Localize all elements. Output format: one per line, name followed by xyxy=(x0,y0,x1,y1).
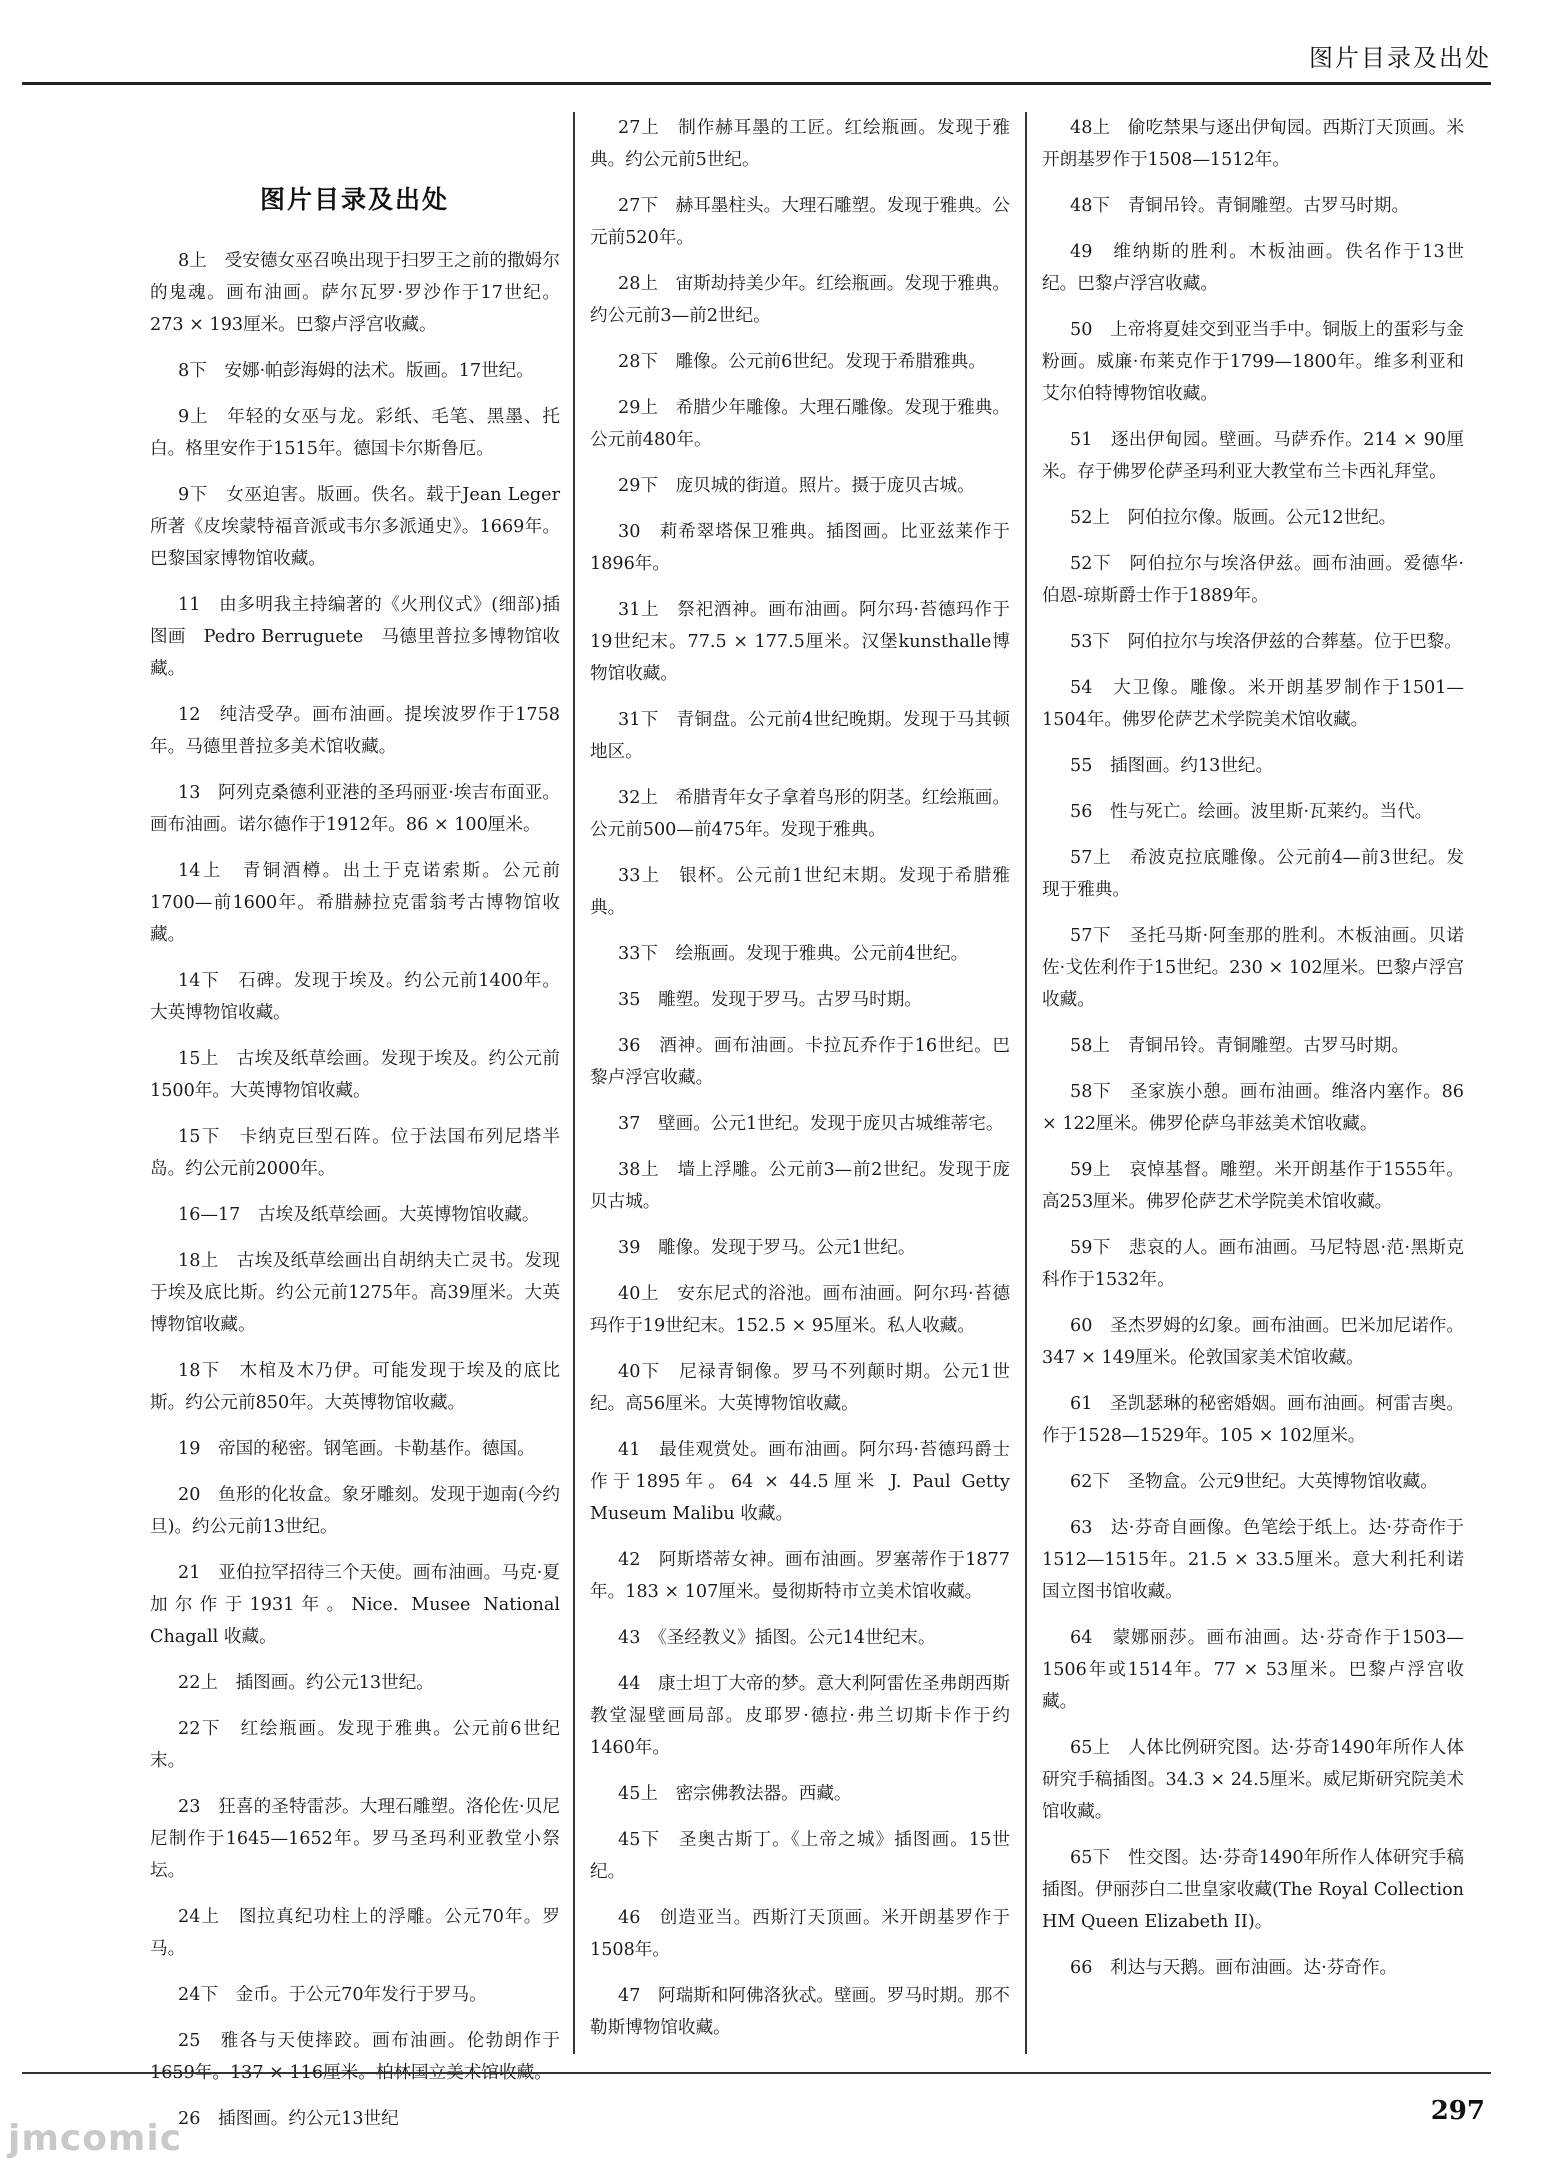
running-header: 图片目录及出处 xyxy=(1309,44,1491,72)
figure-caption: 43 《圣经教义》插图。公元14世纪末。 xyxy=(618,1628,936,1648)
figure-caption: 27上 制作赫耳墨的工匠。红绘瓶画。发现于雅典。约公元前5世纪。 xyxy=(590,118,1010,170)
figure-caption: 16—17 古埃及纸草绘画。大英博物馆收藏。 xyxy=(178,1205,540,1225)
figure-caption: 19 帝国的秘密。钢笔画。卡勒基作。德国。 xyxy=(178,1439,535,1459)
figure-caption: 24上 图拉真纪功柱上的浮雕。公元70年。罗马。 xyxy=(150,1907,560,1959)
figure-caption: 33下 绘瓶画。发现于雅典。公元前4世纪。 xyxy=(618,944,969,964)
figure-caption: 58上 青铜吊铃。青铜雕塑。古罗马时期。 xyxy=(1070,1036,1410,1056)
figure-caption: 40上 安东尼式的浴池。画布油画。阿尔玛·苔德玛作于19世纪末。152.5 × 95厘米。私人收藏。 xyxy=(590,1284,1010,1336)
column-divider-1 xyxy=(573,112,575,2054)
figure-caption: 29上 希腊少年雕像。大理石雕像。发现于雅典。公元前480年。 xyxy=(590,398,1010,450)
footer-rule xyxy=(22,2072,1491,2074)
figure-caption: 51 逐出伊甸园。壁画。马萨乔作。214 × 90厘米。存于佛罗伦萨圣玛利亚大教堂布兰卡西礼拜堂。 xyxy=(1042,430,1464,482)
figure-caption: 42 阿斯塔蒂女神。画布油画。罗塞蒂作于1877年。183 × 107厘米。曼彻斯特市立美术馆收藏。 xyxy=(590,1550,1010,1602)
figure-caption: 29下 庞贝城的街道。照片。摄于庞贝古城。 xyxy=(618,476,975,496)
figure-caption: 46 创造亚当。西斯汀天顶画。米开朗基罗作于1508年。 xyxy=(590,1908,1010,1960)
figure-caption: 45上 密宗佛教法器。西藏。 xyxy=(618,1784,852,1804)
figure-caption: 27下 赫耳墨柱头。大理石雕塑。发现于雅典。公元前520年。 xyxy=(590,196,1010,248)
figure-caption: 39 雕像。发现于罗马。公元1世纪。 xyxy=(618,1238,916,1258)
column-2 xyxy=(590,112,1010,2058)
figure-caption: 8上 受安德女巫召唤出现于扫罗王之前的撒姆尔的鬼魂。画布油画。萨尔瓦罗·罗沙作于17世纪。273 × 193厘米。巴黎卢浮宫收藏。 xyxy=(150,251,560,335)
figure-caption: 57下 圣托马斯·阿奎那的胜利。木板油画。贝诺佐·戈佐利作于15世纪。230 × 102厘米。巴黎卢浮宫收藏。 xyxy=(1042,926,1464,1010)
figure-caption: 44 康士坦丁大帝的梦。意大利阿雷佐圣弗朗西斯教堂湿壁画局部。皮耶罗·德拉·弗兰切斯卡作于约1460年。 xyxy=(590,1674,1010,1758)
figure-caption: 45下 圣奥古斯丁。《上帝之城》插图画。15世纪。 xyxy=(590,1830,1010,1882)
figure-caption: 18下 木棺及木乃伊。可能发现于埃及的底比斯。约公元前850年。大英博物馆收藏。 xyxy=(150,1361,560,1413)
figure-caption: 15上 古埃及纸草绘画。发现于埃及。约公元前1500年。大英博物馆收藏。 xyxy=(150,1049,560,1101)
figure-caption: 8下 安娜·帕彭海姆的法术。版画。17世纪。 xyxy=(178,361,534,381)
figure-caption: 23 狂喜的圣特雷莎。大理石雕塑。洛伦佐·贝尼尼制作于1645—1652年。罗马圣玛利亚教堂小祭坛。 xyxy=(150,1797,560,1881)
figure-caption: 58下 圣家族小憩。画布油画。维洛内塞作。86 × 122厘米。佛罗伦萨乌菲兹美术馆收藏。 xyxy=(1042,1082,1464,1134)
figure-caption: 40下 尼禄青铜像。罗马不列颠时期。公元1世纪。高56厘米。大英博物馆收藏。 xyxy=(590,1362,1010,1414)
page-number: 297 xyxy=(1430,2096,1485,2126)
figure-caption: 28下 雕像。公元前6世纪。发现于希腊雅典。 xyxy=(618,352,986,372)
figure-caption: 62下 圣物盒。公元9世纪。大英博物馆收藏。 xyxy=(1070,1472,1438,1492)
figure-caption: 26 插图画。约公元13世纪 xyxy=(178,2109,399,2129)
figure-caption: 53下 阿伯拉尔与埃洛伊兹的合葬墓。位于巴黎。 xyxy=(1070,632,1462,652)
figure-caption: 22上 插图画。约公元13世纪。 xyxy=(178,1673,434,1693)
figure-caption: 47 阿瑞斯和阿佛洛狄忒。壁画。罗马时期。那不勒斯博物馆收藏。 xyxy=(590,1986,1010,2038)
figure-caption: 61 圣凯瑟琳的秘密婚姻。画布油画。柯雷吉奥。作于1528—1529年。105 × 102厘米。 xyxy=(1042,1394,1464,1446)
figure-caption: 24下 金币。于公元70年发行于罗马。 xyxy=(178,1985,487,2005)
figure-caption: 35 雕塑。发现于罗马。古罗马时期。 xyxy=(618,990,922,1010)
figure-caption: 14下 石碑。发现于埃及。约公元前1400年。大英博物馆收藏。 xyxy=(150,971,560,1023)
column-divider-2 xyxy=(1025,112,1027,2054)
figure-caption: 22下 红绘瓶画。发现于雅典。公元前6世纪末。 xyxy=(150,1719,560,1771)
header-rule xyxy=(22,82,1491,85)
figure-caption: 18上 古埃及纸草绘画出自胡纳夫亡灵书。发现于埃及底比斯。约公元前1275年。高39厘米。大英博物馆收藏。 xyxy=(150,1251,560,1335)
figure-caption: 12 纯洁受孕。画布油画。提埃波罗作于1758年。马德里普拉多美术馆收藏。 xyxy=(150,705,560,757)
column-3 xyxy=(1042,112,1464,1998)
figure-caption: 21 亚伯拉罕招待三个天使。画布油画。马克·夏加尔作于1931年。Nice. Musee National Chagall 收藏。 xyxy=(150,1563,560,1647)
figure-caption: 59下 悲哀的人。画布油画。马尼特恩·范·黑斯克科作于1532年。 xyxy=(1042,1238,1464,1290)
figure-caption: 55 插图画。约13世纪。 xyxy=(1070,756,1274,776)
figure-caption: 37 壁画。公元1世纪。发现于庞贝古城维蒂宅。 xyxy=(618,1114,1004,1134)
figure-caption: 52下 阿伯拉尔与埃洛伊兹。画布油画。爱德华·伯恩-琼斯爵士作于1889年。 xyxy=(1042,554,1464,606)
figure-caption: 28上 宙斯劫持美少年。红绘瓶画。发现于雅典。约公元前3—前2世纪。 xyxy=(590,274,1010,326)
figure-caption: 32上 希腊青年女子拿着鸟形的阴茎。红绘瓶画。公元前500—前475年。发现于雅典。 xyxy=(590,788,1010,840)
figure-caption: 36 酒神。画布油画。卡拉瓦乔作于16世纪。巴黎卢浮宫收藏。 xyxy=(590,1036,1010,1088)
figure-caption: 9上 年轻的女巫与龙。彩纸、毛笔、黑墨、托白。格里安作于1515年。德国卡尔斯鲁厄。 xyxy=(150,407,560,459)
figure-caption: 57上 希波克拉底雕像。公元前4—前3世纪。发现于雅典。 xyxy=(1042,848,1464,900)
figure-caption: 38上 墙上浮雕。公元前3—前2世纪。发现于庞贝古城。 xyxy=(590,1160,1010,1212)
figure-caption: 33上 银杯。公元前1世纪末期。发现于希腊雅典。 xyxy=(590,866,1010,918)
figure-caption: 14上 青铜酒樽。出土于克诺索斯。公元前1700—前1600年。希腊赫拉克雷翁考古博物馆收藏。 xyxy=(150,861,560,945)
figure-caption: 9下 女巫迫害。版画。佚名。载于Jean Leger所著《皮埃蒙特福音派或韦尔多派通史》。1669年。巴黎国家博物馆收藏。 xyxy=(150,485,560,569)
figure-caption: 50 上帝将夏娃交到亚当手中。铜版上的蛋彩与金粉画。威廉·布莱克作于1799—1800年。维多利亚和艾尔伯特博物馆收藏。 xyxy=(1042,320,1464,404)
figure-caption: 66 利达与天鹅。画布油画。达·芬奇作。 xyxy=(1070,1958,1398,1978)
figure-caption: 25 雅各与天使摔跤。画布油画。伦勃朗作于1659年。137 × 116厘米。柏林国立美术馆收藏。 xyxy=(150,2031,560,2083)
section-title: 图片目录及出处 xyxy=(260,185,450,214)
figure-caption: 64 蒙娜丽莎。画布油画。达·芬奇作于1503—1506年或1514年。77 × 53厘米。巴黎卢浮宫收藏。 xyxy=(1042,1628,1464,1712)
figure-caption: 63 达·芬奇自画像。色笔绘于纸上。达·芬奇作于1512—1515年。21.5 × 33.5厘米。意大利托利诺国立图书馆收藏。 xyxy=(1042,1518,1464,1602)
column-1 xyxy=(150,245,560,2149)
figure-caption: 13 阿列克桑德利亚港的圣玛丽亚·埃吉布面亚。画布油画。诺尔德作于1912年。86 × 100厘米。 xyxy=(150,783,560,835)
figure-caption: 59上 哀悼基督。雕塑。米开朗基作于1555年。高253厘米。佛罗伦萨艺术学院美术馆收藏。 xyxy=(1042,1160,1464,1212)
figure-caption: 20 鱼形的化妆盒。象牙雕刻。发现于迦南(今约旦)。约公元前13世纪。 xyxy=(150,1485,560,1537)
figure-caption: 31下 青铜盘。公元前4世纪晚期。发现于马其顿地区。 xyxy=(590,710,1010,762)
figure-caption: 48下 青铜吊铃。青铜雕塑。古罗马时期。 xyxy=(1070,196,1410,216)
figure-caption: 52上 阿伯拉尔像。版画。公元12世纪。 xyxy=(1070,508,1397,528)
figure-caption: 30 莉希翠塔保卫雅典。插图画。比亚兹莱作于1896年。 xyxy=(590,522,1010,574)
figure-caption: 11 由多明我主持编著的《火刑仪式》(细部)插图画 Pedro Berruguete 马德里普拉多博物馆收藏。 xyxy=(150,595,560,679)
figure-caption: 60 圣杰罗姆的幻象。画布油画。巴米加尼诺作。347 × 149厘米。伦敦国家美术馆收藏。 xyxy=(1042,1316,1464,1368)
figure-caption: 48上 偷吃禁果与逐出伊甸园。西斯汀天顶画。米开朗基罗作于1508—1512年。 xyxy=(1042,118,1464,170)
figure-caption: 49 维纳斯的胜利。木板油画。佚名作于13世纪。巴黎卢浮宫收藏。 xyxy=(1042,242,1464,294)
figure-caption: 41 最佳观赏处。画布油画。阿尔玛·苔德玛爵士作于1895年。64 × 44.5厘米 J. Paul Getty Museum Malibu 收藏。 xyxy=(590,1440,1010,1524)
figure-caption: 56 性与死亡。绘画。波里斯·瓦莱约。当代。 xyxy=(1070,802,1433,822)
figure-caption: 65上 人体比例研究图。达·芬奇1490年所作人体研究手稿插图。34.3 × 24.5厘米。威尼斯研究院美术馆收藏。 xyxy=(1042,1738,1464,1822)
figure-caption: 54 大卫像。雕像。米开朗基罗制作于1501—1504年。佛罗伦萨艺术学院美术馆收藏。 xyxy=(1042,678,1464,730)
figure-caption: 15下 卡纳克巨型石阵。位于法国布列尼塔半岛。约公元前2000年。 xyxy=(150,1127,560,1179)
watermark-logo: jmcomic xyxy=(8,2118,183,2159)
figure-caption: 31上 祭祀酒神。画布油画。阿尔玛·苔德玛作于19世纪末。77.5 × 177.5厘米。汉堡kunsthalle博物馆收藏。 xyxy=(590,600,1010,684)
figure-caption: 65下 性交图。达·芬奇1490年所作人体研究手稿插图。伊丽莎白二世皇家收藏(The Royal Collection HM Queen Elizabeth II)。 xyxy=(1042,1848,1464,1932)
